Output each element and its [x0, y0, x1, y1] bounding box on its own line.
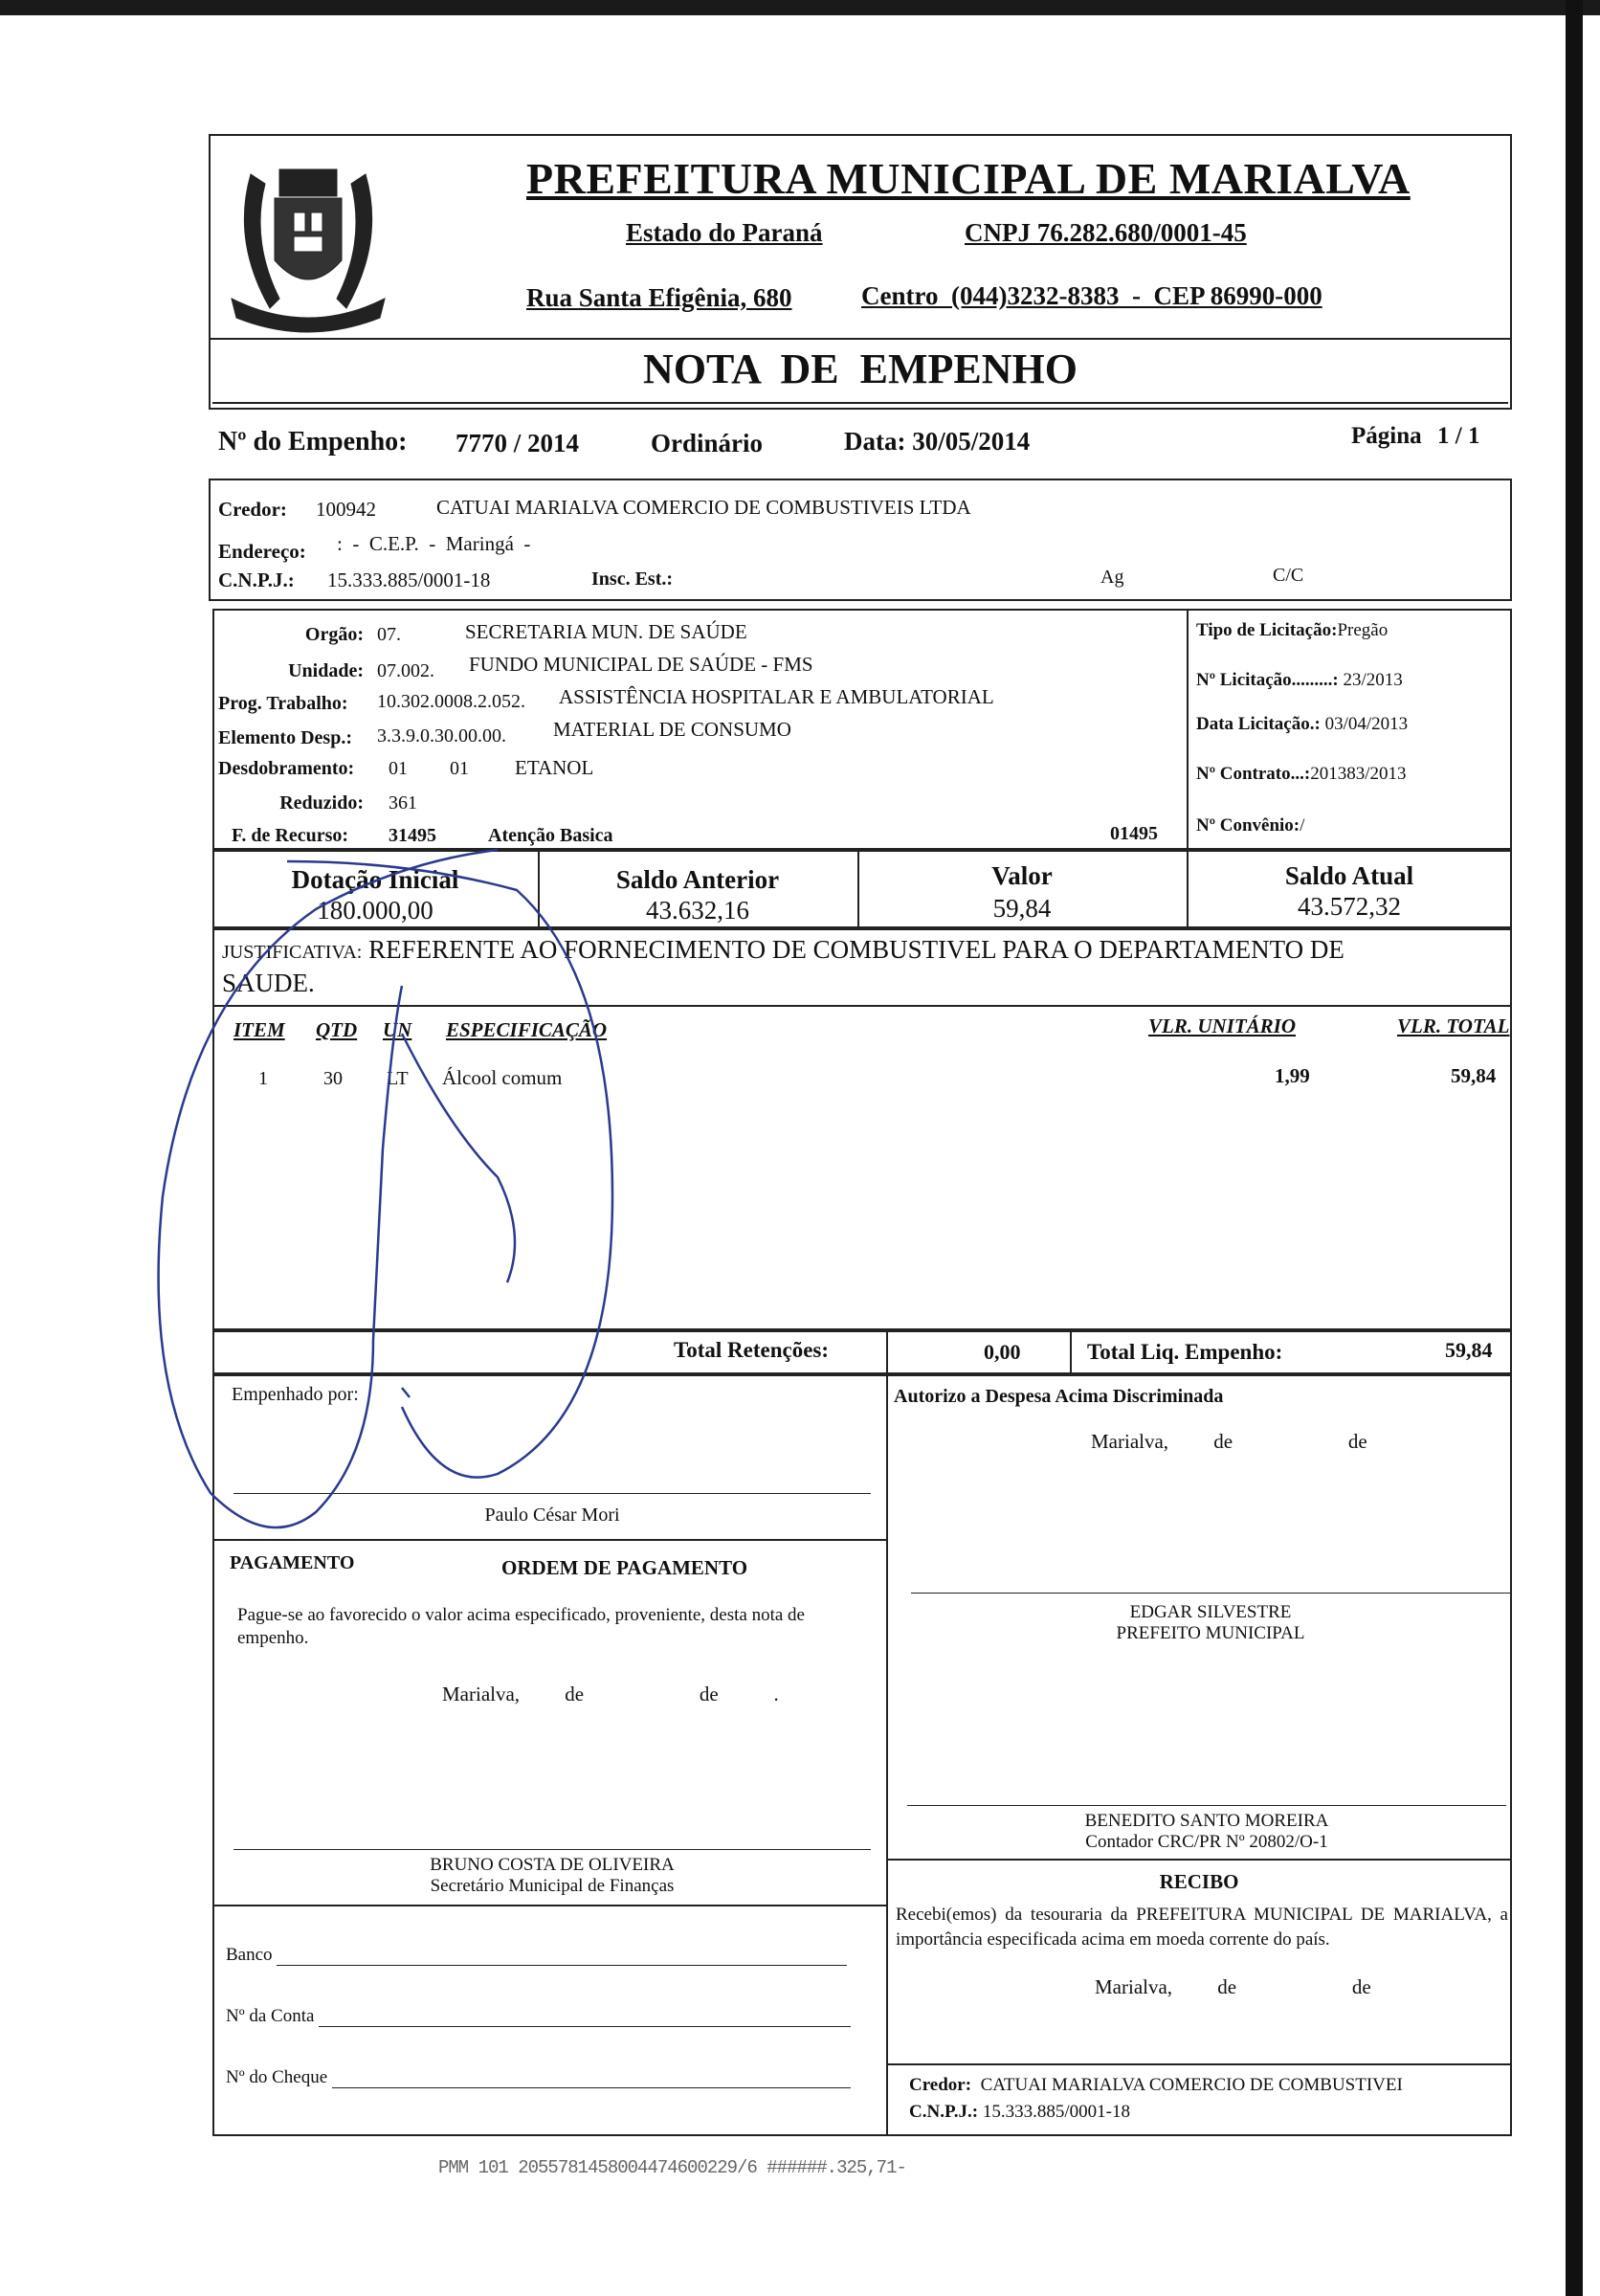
- pagamento-text: Pague-se ao favorecido o valor acima especificado, proveniente, desta nota de empenho.: [237, 1605, 805, 1648]
- licitacao-numero-label: Nº Licitação.........:: [1196, 670, 1339, 690]
- licitacao-tipo-label: Tipo de Licitação:: [1196, 620, 1338, 640]
- dotacao-inicial-label: Dotação Inicial: [291, 865, 459, 894]
- liq-value: 59,84: [1445, 1338, 1493, 1362]
- cc-label: C/C: [1273, 565, 1304, 586]
- retencoes-label: Total Retenções:: [674, 1338, 830, 1362]
- licitacao-contrato-label: Nº Contrato...:: [1196, 764, 1311, 784]
- cnpj-label: C.N.P.J.:: [218, 568, 295, 591]
- dotacao-inicial-value: 180.000,00: [317, 896, 433, 925]
- prog-code: 10.302.0008.2.052.: [377, 691, 525, 712]
- ag-label: Ag: [1100, 567, 1124, 588]
- reduzido-label: Reduzido:: [279, 792, 364, 814]
- prog-name: ASSISTÊNCIA HOSPITALAR E AMBULATORIAL: [559, 685, 994, 708]
- valor-label: Valor: [991, 861, 1053, 890]
- col-total: VLR. TOTAL: [1397, 1014, 1510, 1037]
- retencoes-value: 0,00: [984, 1340, 1021, 1364]
- col-qtd: QTD: [316, 1018, 358, 1041]
- elemento-name: MATERIAL DE CONSUMO: [553, 718, 791, 741]
- item-row-qty: 1: [258, 1068, 268, 1089]
- reduzido-value: 361: [389, 792, 417, 814]
- insc-label: Insc. Est.:: [591, 568, 674, 590]
- cheque-label: Nº do Cheque: [226, 2067, 328, 2087]
- footer-code: PMM 101 2055781458004474600229/6 ######.325,71-: [438, 2157, 906, 2178]
- orgao-code: 07.: [377, 624, 401, 645]
- conta-label: Nº da Conta: [226, 2006, 315, 2026]
- licitacao-data-value: 03/04/2013: [1324, 714, 1409, 734]
- credor-name: CATUAI MARIALVA COMERCIO DE COMBUSTIVEIS LTDA: [436, 496, 971, 519]
- justificativa-line2: SAUDE.: [222, 969, 315, 997]
- ordem-pagamento-label: ORDEM DE PAGAMENTO: [501, 1556, 748, 1579]
- cnpj-value: 15.333.885/0001-18: [327, 568, 491, 591]
- item-row-total: 59,84: [1451, 1064, 1497, 1087]
- empenhado-label: Empenhado por:: [232, 1384, 359, 1405]
- elemento-label: Elemento Desp.:: [218, 727, 352, 748]
- recurso-label: F. de Recurso:: [232, 825, 349, 846]
- pagamento-label: PAGAMENTO: [230, 1552, 355, 1573]
- recibo-credor-label: Credor:: [909, 2075, 972, 2095]
- endereco-value: : - C.E.P. - Maringá -: [337, 532, 531, 555]
- recibo-date-line: Marialva, de de: [1095, 1975, 1371, 1998]
- page-label: Página: [1351, 423, 1422, 449]
- item-row-qtd: 30: [323, 1068, 343, 1089]
- page-number: 1 / 1: [1437, 423, 1480, 449]
- saldo-atual-label: Saldo Atual: [1284, 861, 1414, 890]
- banco-label: Banco: [226, 1945, 273, 1965]
- contador-name: BENEDITO SANTO MOREIRA: [1084, 1811, 1329, 1831]
- empenho-date: Data: 30/05/2014: [844, 427, 1031, 456]
- desdob-name: ETANOL: [515, 756, 594, 779]
- unidade-code: 07.002.: [377, 660, 434, 681]
- prefeito-name: EDGAR SILVESTRE: [1129, 1602, 1292, 1622]
- liq-label: Total Liq. Empenho:: [1087, 1340, 1283, 1364]
- licitacao-data-label: Data Licitação.:: [1196, 714, 1321, 734]
- credor-label: Credor:: [218, 498, 287, 521]
- recibo-cnpj-label: C.N.P.J.:: [909, 2102, 979, 2122]
- saldo-anterior-value: 43.632,16: [646, 896, 749, 925]
- prefeito-role: PREFEITO MUNICIPAL: [1116, 1623, 1305, 1643]
- secretario-role: Secretário Municipal de Finanças: [430, 1876, 675, 1896]
- licitacao-convenio-value: /: [1300, 815, 1305, 836]
- recibo-title: RECIBO: [1159, 1870, 1239, 1893]
- licitacao-contrato-value: 201383/2013: [1310, 764, 1407, 784]
- orgao-label: Orgão:: [304, 624, 364, 645]
- unidade-name: FUNDO MUNICIPAL DE SAÚDE - FMS: [469, 653, 813, 676]
- header-title: PREFEITURA MUNICIPAL DE MARIALVA: [526, 154, 1411, 203]
- header-address-street: Rua Santa Efigênia, 680: [526, 283, 792, 312]
- item-row-spec: Álcool comum: [442, 1066, 563, 1089]
- valor-value: 59,84: [992, 894, 1052, 923]
- desdob-label: Desdobramento:: [218, 758, 355, 779]
- recibo-cnpj-value: 15.333.885/0001-18: [982, 2102, 1130, 2122]
- empenho-type: Ordinário: [651, 429, 764, 457]
- header-cnpj: CNPJ 76.282.680/0001-45: [965, 218, 1247, 247]
- recibo-text: Recebi(emos) da tesouraria da PREFEITURA MUNICIPAL DE MARIALVA, a importância especificada acima em moeda corrente do país.: [896, 1905, 1508, 1950]
- col-item: ITEM: [233, 1018, 285, 1041]
- endereco-label: Endereço:: [218, 540, 306, 563]
- autorizo-date-line: Marialva, de de: [1091, 1430, 1367, 1453]
- desdob-a: 01: [389, 758, 408, 779]
- prog-label: Prog. Trabalho:: [218, 693, 348, 714]
- col-unit: VLR. UNITÁRIO: [1148, 1014, 1297, 1037]
- item-row-un: LT: [387, 1068, 409, 1089]
- recibo-credor-value: CATUAI MARIALVA COMERCIO DE COMBUSTIVEI: [980, 2075, 1403, 2095]
- pagamento-date-line: Marialva, de de .: [442, 1683, 779, 1705]
- elemento-code: 3.3.9.0.30.00.00.: [377, 725, 506, 747]
- licitacao-numero-value: 23/2013: [1343, 670, 1403, 690]
- contador-role: Contador CRC/PR Nº 20802/O-1: [1085, 1832, 1328, 1852]
- empenho-number: 7770 / 2014: [456, 429, 580, 457]
- secretario-name: BRUNO COSTA DE OLIVEIRA: [430, 1855, 675, 1875]
- col-spec: ESPECIFICAÇÃO: [446, 1018, 608, 1041]
- saldo-atual-value: 43.572,32: [1298, 892, 1401, 921]
- unidade-label: Unidade:: [288, 660, 364, 681]
- recurso-code: 31495: [389, 825, 436, 846]
- header-address-rest: Centro (044)3232-8383 - CEP 86990-000: [861, 281, 1322, 310]
- licitacao-convenio-label: Nº Convênio:: [1196, 815, 1300, 836]
- recurso-right: 01495: [1110, 823, 1158, 844]
- desdob-b: 01: [450, 758, 469, 779]
- item-row-unit: 1,99: [1275, 1064, 1310, 1087]
- col-un: UN: [383, 1018, 412, 1041]
- orgao-name: SECRETARIA MUN. DE SAÚDE: [465, 620, 747, 643]
- autorizo-label: Autorizo a Despesa Acima Discriminada: [894, 1386, 1224, 1407]
- doc-title: NOTA DE EMPENHO: [643, 346, 1078, 392]
- empenho-number-label: Nº do Empenho:: [218, 427, 408, 457]
- header-state: Estado do Paraná: [626, 218, 823, 247]
- empenhado-name: Paulo César Mori: [484, 1505, 620, 1526]
- recurso-name: Atenção Basica: [488, 825, 613, 846]
- licitacao-tipo-value: Pregão: [1337, 620, 1389, 640]
- credor-code: 100942: [316, 498, 376, 521]
- saldo-anterior-label: Saldo Anterior: [615, 865, 780, 894]
- justificativa-line1: REFERENTE AO FORNECIMENTO DE COMBUSTIVEL PARA O DEPARTAMENTO DE: [368, 935, 1344, 964]
- justificativa-label: JUSTIFICATIVA:: [222, 942, 363, 963]
